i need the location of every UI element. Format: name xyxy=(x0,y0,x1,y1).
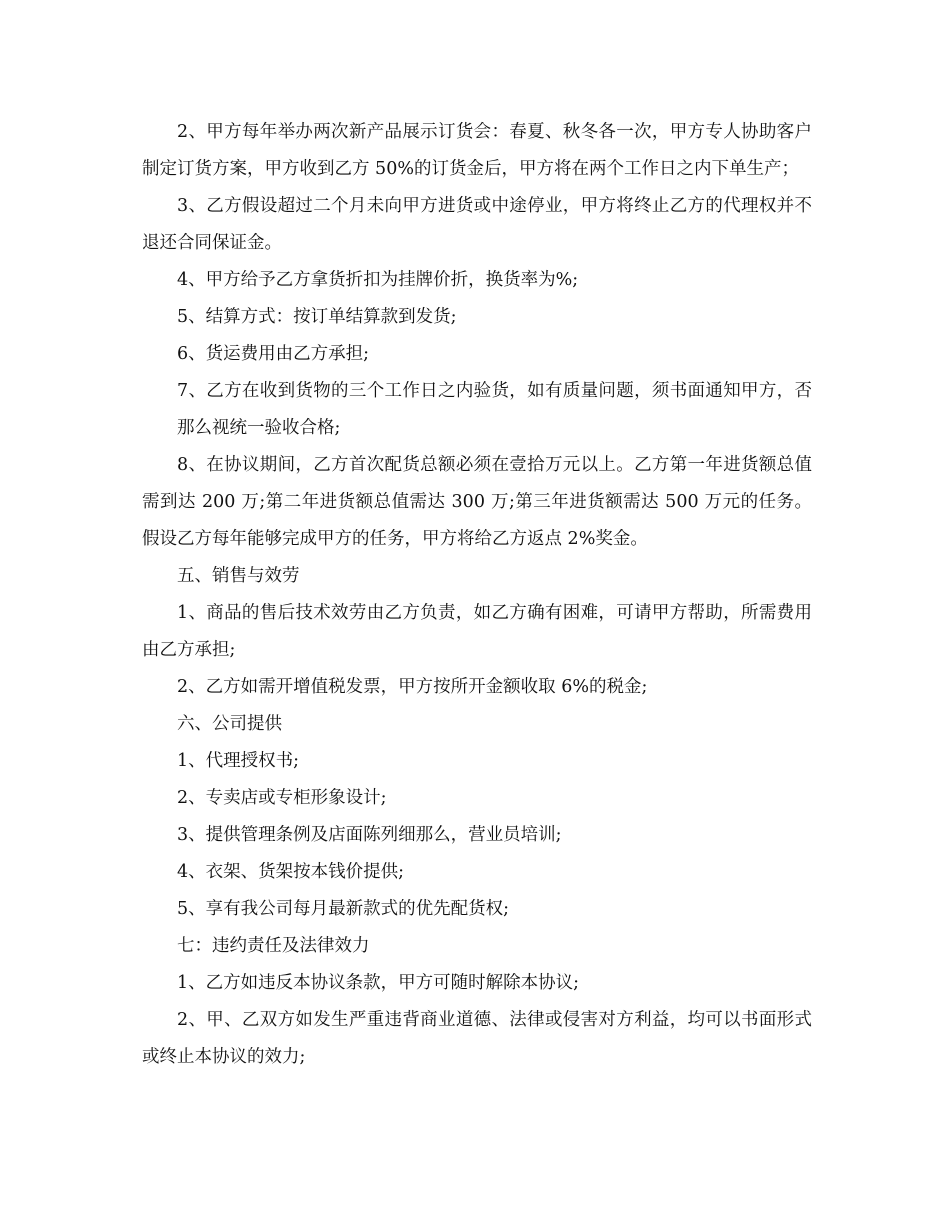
paragraph: 5、结算方式：按订单结算款到发货; xyxy=(177,307,457,327)
section-heading: 六、公司提供 xyxy=(177,714,282,734)
document-body xyxy=(142,114,812,1076)
paragraph: 6、货运费用由乙方承担; xyxy=(177,344,370,364)
paragraph: 2、乙方如需开增值税发票，甲方按所开金额收取 6%的税金; xyxy=(177,677,648,697)
paragraph: 3、提供管理条例及店面陈列细那么，营业员培训; xyxy=(177,825,562,845)
paragraph: 1、代理授权书; xyxy=(177,751,300,771)
section-heading: 五、销售与效劳 xyxy=(177,566,300,586)
paragraph: 5、享有我公司每月最新款式的优先配货权; xyxy=(177,899,510,919)
paragraph: 8、在协议期间，乙方首次配货总额必须在壹拾万元以上。乙方第一年进货额总值需到达 200 万;第二年进货额总值需达 300 万;第三年进货额需达 500 万元的任务。假设乙方每年能够完成甲方的任务，甲方将给乙方返点 2%奖金。 xyxy=(142,455,812,549)
paragraph: 4、甲方给予乙方拿货折扣为挂牌价折，换货率为%; xyxy=(177,270,579,290)
paragraph: 3、乙方假设超过二个月未向甲方进货或中途停业，甲方将终止乙方的代理权并不退还合同保证金。 xyxy=(142,196,812,253)
paragraph: 4、衣架、货架按本钱价提供; xyxy=(177,862,405,882)
paragraph: 7、乙方在收到货物的三个工作日之内验货，如有质量问题，须书面通知甲方，否那么视统一验收合格; xyxy=(177,381,812,438)
paragraph: 1、商品的售后技术效劳由乙方负责，如乙方确有困难，可请甲方帮助，所需费用由乙方承担; xyxy=(142,603,812,660)
paragraph: 2、甲、乙双方如发生严重违背商业道德、法律或侵害对方利益，均可以书面形式或终止本协议的效力; xyxy=(142,1010,812,1067)
paragraph: 2、甲方每年举办两次新产品展示订货会：春夏、秋冬各一次，甲方专人协助客户制定订货方案，甲方收到乙方 50%的订货金后，甲方将在两个工作日之内下单生产； xyxy=(142,122,812,179)
paragraph: 2、专卖店或专柜形象设计; xyxy=(177,788,387,808)
section-heading: 七：违约责任及法律效力 xyxy=(177,936,370,956)
paragraph: 1、乙方如违反本协议条款，甲方可随时解除本协议; xyxy=(177,973,580,993)
